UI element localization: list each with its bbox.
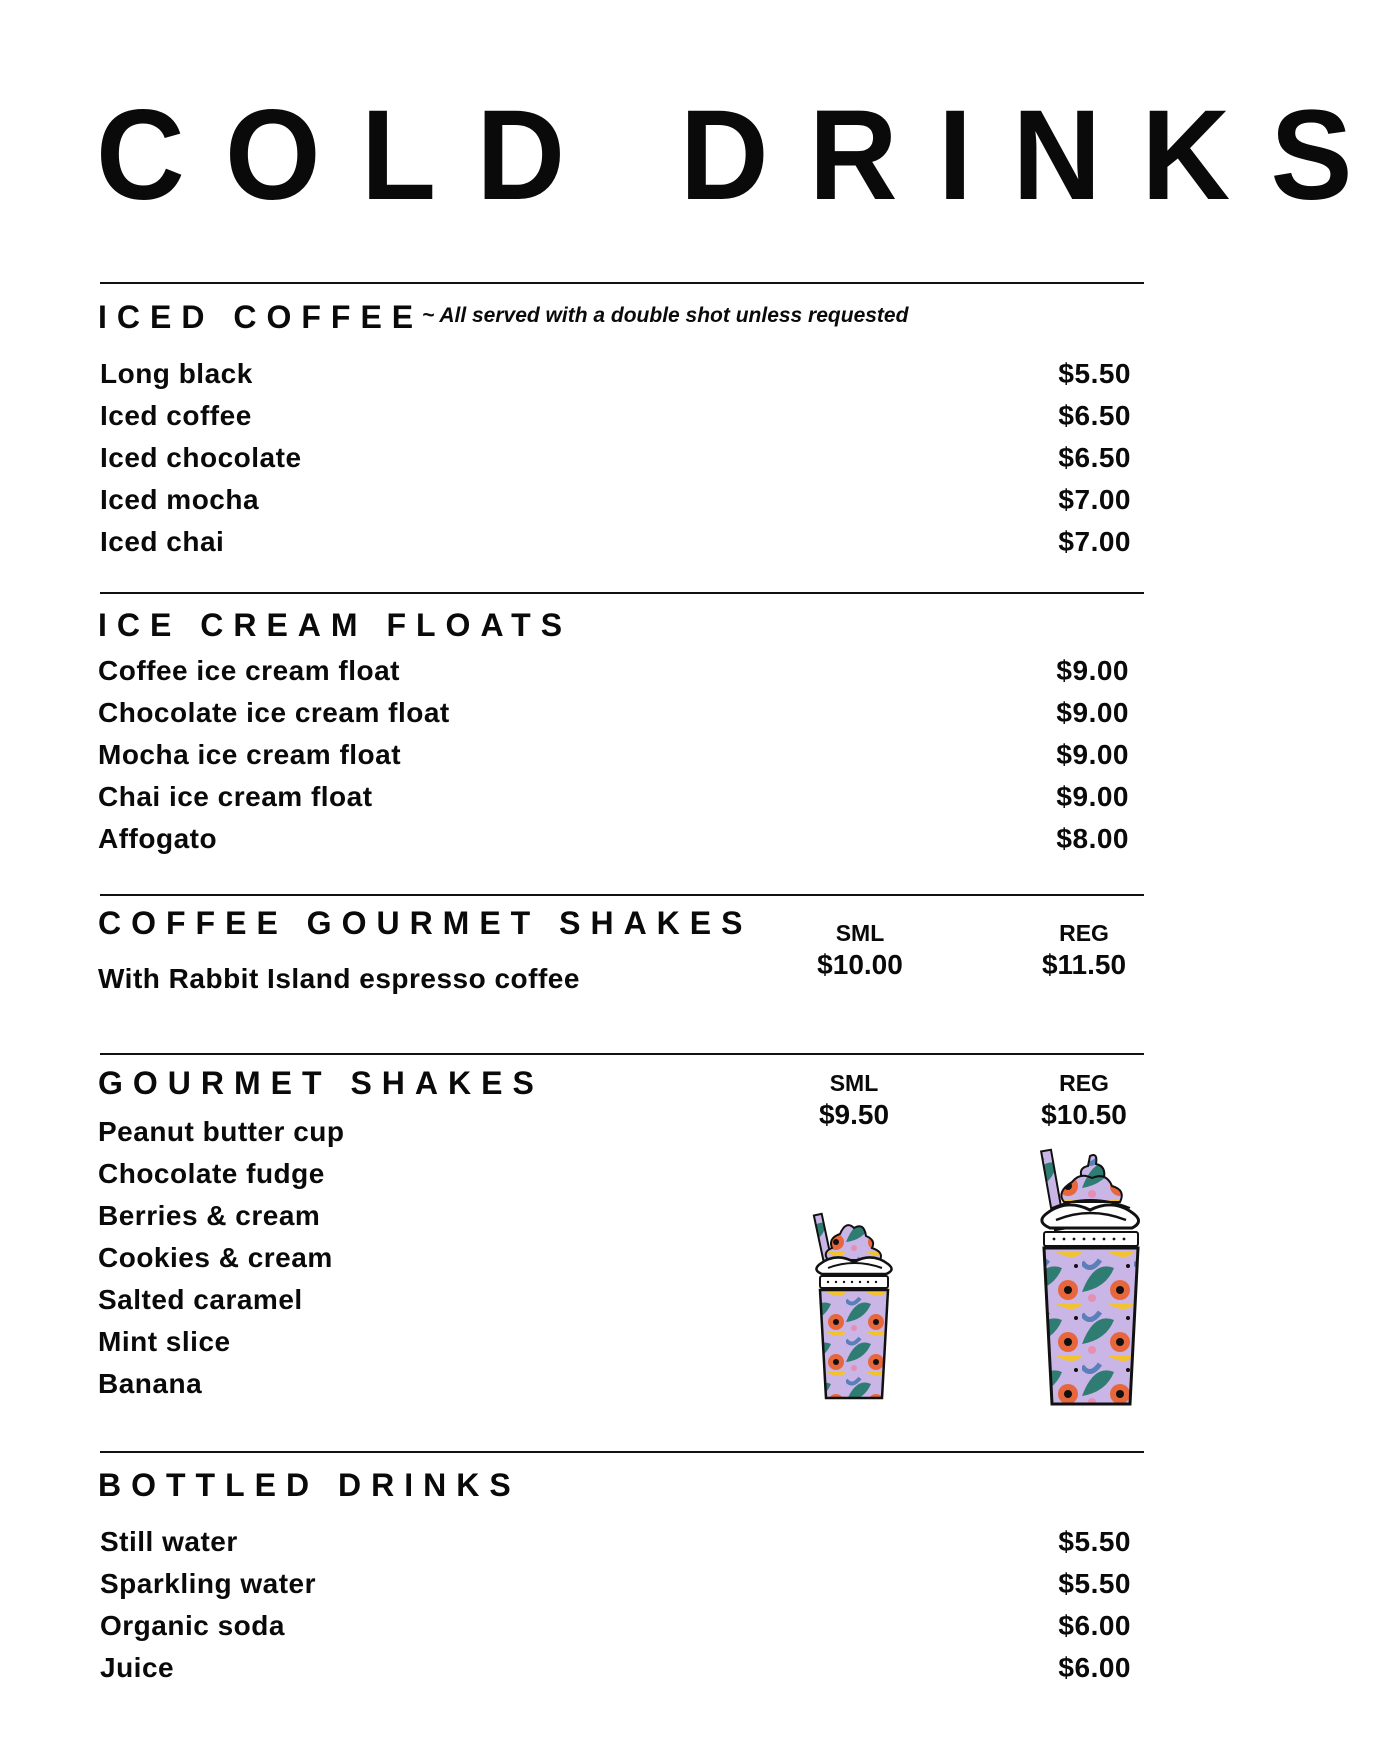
size-label: REG (1059, 920, 1109, 946)
list-item: Affogato (98, 823, 218, 854)
size-label: REG (1059, 1070, 1109, 1096)
bottled-names (100, 1528, 316, 1696)
item-price: $6.00 (1058, 1652, 1131, 1683)
size-price: $10.00 (817, 949, 903, 980)
item-price: $5.50 (1058, 1526, 1131, 1557)
item-price: $6.50 (1058, 400, 1131, 431)
list-item: Iced chai (100, 526, 225, 557)
item-price: $9.00 (1056, 739, 1129, 770)
list-item: Iced mocha (100, 484, 260, 515)
size-price: $10.50 (1041, 1099, 1127, 1130)
section-heading-bottled: BOTTLED DRINKS (98, 1467, 521, 1503)
coffee-shakes-description: With Rabbit Island espresso coffee (98, 963, 580, 994)
size-column-reg (1024, 1072, 1144, 1129)
list-item: Mint slice (98, 1326, 231, 1357)
list-item: Still water (100, 1526, 238, 1557)
list-item: Chocolate ice cream float (98, 697, 450, 728)
list-item: Banana (98, 1368, 203, 1399)
section-heading-coffee-shakes: COFFEE GOURMET SHAKES (98, 905, 753, 941)
item-price: $9.00 (1056, 781, 1129, 812)
section-heading-iced-coffee: ICED COFFEE (98, 299, 424, 335)
divider (100, 1053, 1144, 1055)
gourmet-shakes-names (98, 1118, 345, 1412)
item-price: $6.50 (1058, 442, 1131, 473)
regular-shake-illustration (1030, 1148, 1152, 1408)
list-item: Peanut butter cup (98, 1116, 345, 1147)
size-price: $9.50 (818, 1099, 890, 1130)
list-item: Cookies & cream (98, 1242, 333, 1273)
item-price: $6.00 (1058, 1610, 1131, 1641)
item-price: $7.00 (1058, 484, 1131, 515)
item-price: $5.50 (1058, 1568, 1131, 1599)
small-shake-illustration (806, 1212, 902, 1402)
item-price: $5.50 (1058, 358, 1131, 389)
size-column-sml (800, 922, 920, 979)
size-label: SML (829, 1070, 879, 1096)
divider (100, 1451, 1144, 1453)
page-title: COLD DRINKS (96, 84, 1393, 227)
divider (100, 282, 1144, 284)
divider (100, 894, 1144, 896)
item-price: $9.00 (1056, 697, 1129, 728)
list-item: Long black (100, 358, 253, 389)
list-item: Chai ice cream float (98, 781, 373, 812)
divider (100, 592, 1144, 594)
size-label: SML (835, 920, 885, 946)
item-price: $7.00 (1058, 526, 1131, 557)
item-price: $8.00 (1056, 823, 1129, 854)
list-item: Iced chocolate (100, 442, 302, 473)
floats-prices (1056, 657, 1129, 867)
size-column-reg (1024, 922, 1144, 979)
list-item: Juice (100, 1652, 175, 1683)
list-item: Salted caramel (98, 1284, 303, 1315)
section-heading-floats: ICE CREAM FLOATS (98, 607, 573, 643)
item-price: $9.00 (1056, 655, 1129, 686)
section-heading-gourmet-shakes: GOURMET SHAKES (98, 1065, 544, 1101)
iced-coffee-names (100, 360, 302, 570)
section-note-iced-coffee: ~ All served with a double shot unless requested (422, 304, 909, 327)
list-item: Berries & cream (98, 1200, 321, 1231)
list-item: Coffee ice cream float (98, 655, 400, 686)
list-item: Sparkling water (100, 1568, 317, 1599)
size-column-sml (794, 1072, 914, 1129)
list-item: Organic soda (100, 1610, 285, 1641)
size-price: $11.50 (1041, 949, 1127, 980)
floats-names (98, 657, 450, 867)
bottled-prices (1058, 1528, 1131, 1696)
list-item: Chocolate fudge (98, 1158, 325, 1189)
iced-coffee-prices (1058, 360, 1131, 570)
list-item: Iced coffee (100, 400, 252, 431)
list-item: Mocha ice cream float (98, 739, 402, 770)
